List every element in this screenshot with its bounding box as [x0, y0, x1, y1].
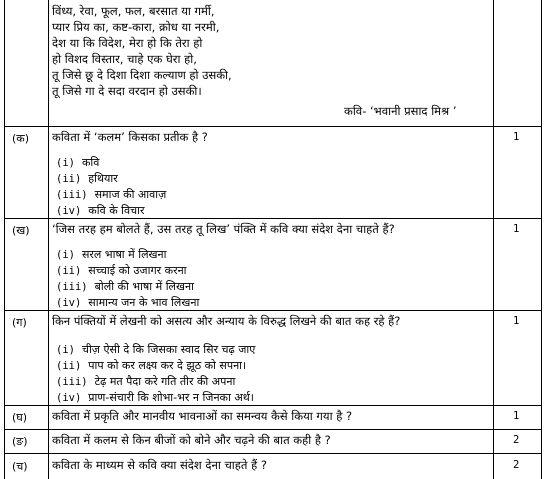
question-marks: 1: [513, 410, 520, 422]
question-text: कविता में कलम से किन बीजों को बोने और चढ़ने की बात कही है ?: [52, 433, 331, 447]
option-number: (ii): [56, 265, 82, 277]
table-border-left: [4, 0, 5, 479]
question-label: (ख): [12, 224, 30, 237]
poem-line: तू जिसे गा दे सदा वरदान हो उसकी।: [52, 84, 202, 98]
row-divider: [4, 405, 542, 406]
option-number: (ii): [56, 173, 82, 185]
option-number: (iv): [56, 205, 82, 217]
option-text: समाज की आवाज़: [94, 188, 167, 201]
poem-line: विंध्य, रेवा, फूल, फल, बरसात या गर्मी,: [52, 4, 215, 18]
column-divider-label: [48, 0, 49, 479]
option-number: (i): [56, 249, 75, 261]
question-table: [4, 0, 542, 479]
question-label: (घ): [12, 411, 28, 424]
option-text: कवि: [81, 156, 100, 169]
option-number: (iii): [56, 376, 88, 388]
option-number: (iii): [56, 281, 88, 293]
question-label: (च): [12, 460, 28, 473]
row-divider: [4, 310, 542, 311]
option-item: [56, 390, 254, 405]
option-number: (iv): [56, 297, 82, 309]
question-marks: 2: [513, 434, 520, 446]
question-text: कविता में प्रकृति और मानवीय भावनाओं का समन्वय कैसे किया गया है ?: [52, 409, 353, 423]
option-number: (i): [56, 157, 75, 169]
question-label: (ग): [12, 316, 27, 329]
poem-line: हो विशद विस्तार, चाहे एक घेरा हो,: [52, 52, 197, 66]
option-text: कवि के विचार: [88, 204, 145, 217]
question-text: कविता के माध्यम से कवि क्या संदेश देना चाहते हैं ?: [52, 458, 267, 472]
row-divider: [4, 429, 542, 430]
option-text: पाप को कर लक्ष्य कर दे झूठ को सपना।: [88, 359, 247, 372]
option-item: [56, 295, 199, 310]
option-item: [56, 203, 144, 218]
question-marks: 1: [513, 131, 520, 143]
option-item: [56, 155, 99, 170]
poem-line: देश या कि विदेश, मेरा हो कि तेरा हो: [52, 36, 203, 50]
option-text: बोली की भाषा में लिखना: [94, 280, 194, 293]
question-text: ‘जिस तरह हम बोलते हैं, उस तरह तू लिख’ पंक्ति में कवि क्या संदेश देना चाहते हैं?: [52, 222, 395, 236]
row-divider: [4, 126, 542, 127]
row-divider: [4, 218, 542, 219]
option-number: (iv): [56, 392, 82, 404]
row-divider: [4, 453, 542, 454]
option-item: [56, 358, 246, 373]
option-item: [56, 279, 194, 294]
option-item: [56, 247, 166, 262]
option-number: (iii): [56, 189, 88, 201]
poem-line: प्यार प्रिय का, कष्ट-कारा, क्रोध या नरमी,: [52, 20, 220, 34]
question-marks: 1: [513, 315, 520, 327]
option-text: टेढ़ मत पैदा करे गति तीर की अपना: [94, 375, 236, 388]
option-item: [56, 263, 187, 278]
table-border-right: [541, 0, 542, 479]
poet-credit: कवि- ‘भवानी प्रसाद मिश्र ’: [344, 104, 457, 118]
option-text: चीज़ ऐसी दे कि जिसका स्वाद सिर चढ़ जाए: [81, 343, 256, 356]
question-marks: 2: [513, 459, 520, 471]
question-text: कविता में ‘कलम’ किसका प्रतीक है ?: [52, 130, 208, 144]
option-number: (ii): [56, 360, 82, 372]
option-text: सच्चाई को उजागर करना: [88, 264, 187, 277]
option-item: [56, 171, 118, 186]
option-item: [56, 187, 166, 202]
option-number: (i): [56, 344, 75, 356]
option-text: प्राण-संचारी कि शोभा-भर न जिनका अर्थ।: [88, 391, 254, 404]
column-divider-marks: [493, 0, 494, 479]
poem-line: तू जिसे छू दे दिशा दिशा कल्याण हो उसकी,: [52, 68, 232, 82]
option-item: [56, 374, 235, 389]
option-text: सामान्य जन के भाव लिखना: [88, 296, 200, 309]
question-label: (क): [12, 132, 30, 145]
option-item: [56, 342, 255, 357]
question-text: किन पंक्तियों में लेखनी को असत्य और अन्याय के विरुद्ध लिखने की बात कह रहे हैं?: [52, 314, 401, 328]
option-text: सरल भाषा में लिखना: [81, 248, 167, 261]
question-marks: 1: [513, 223, 520, 235]
question-label: (ङ): [12, 435, 28, 448]
option-text: हथियार: [88, 172, 118, 185]
